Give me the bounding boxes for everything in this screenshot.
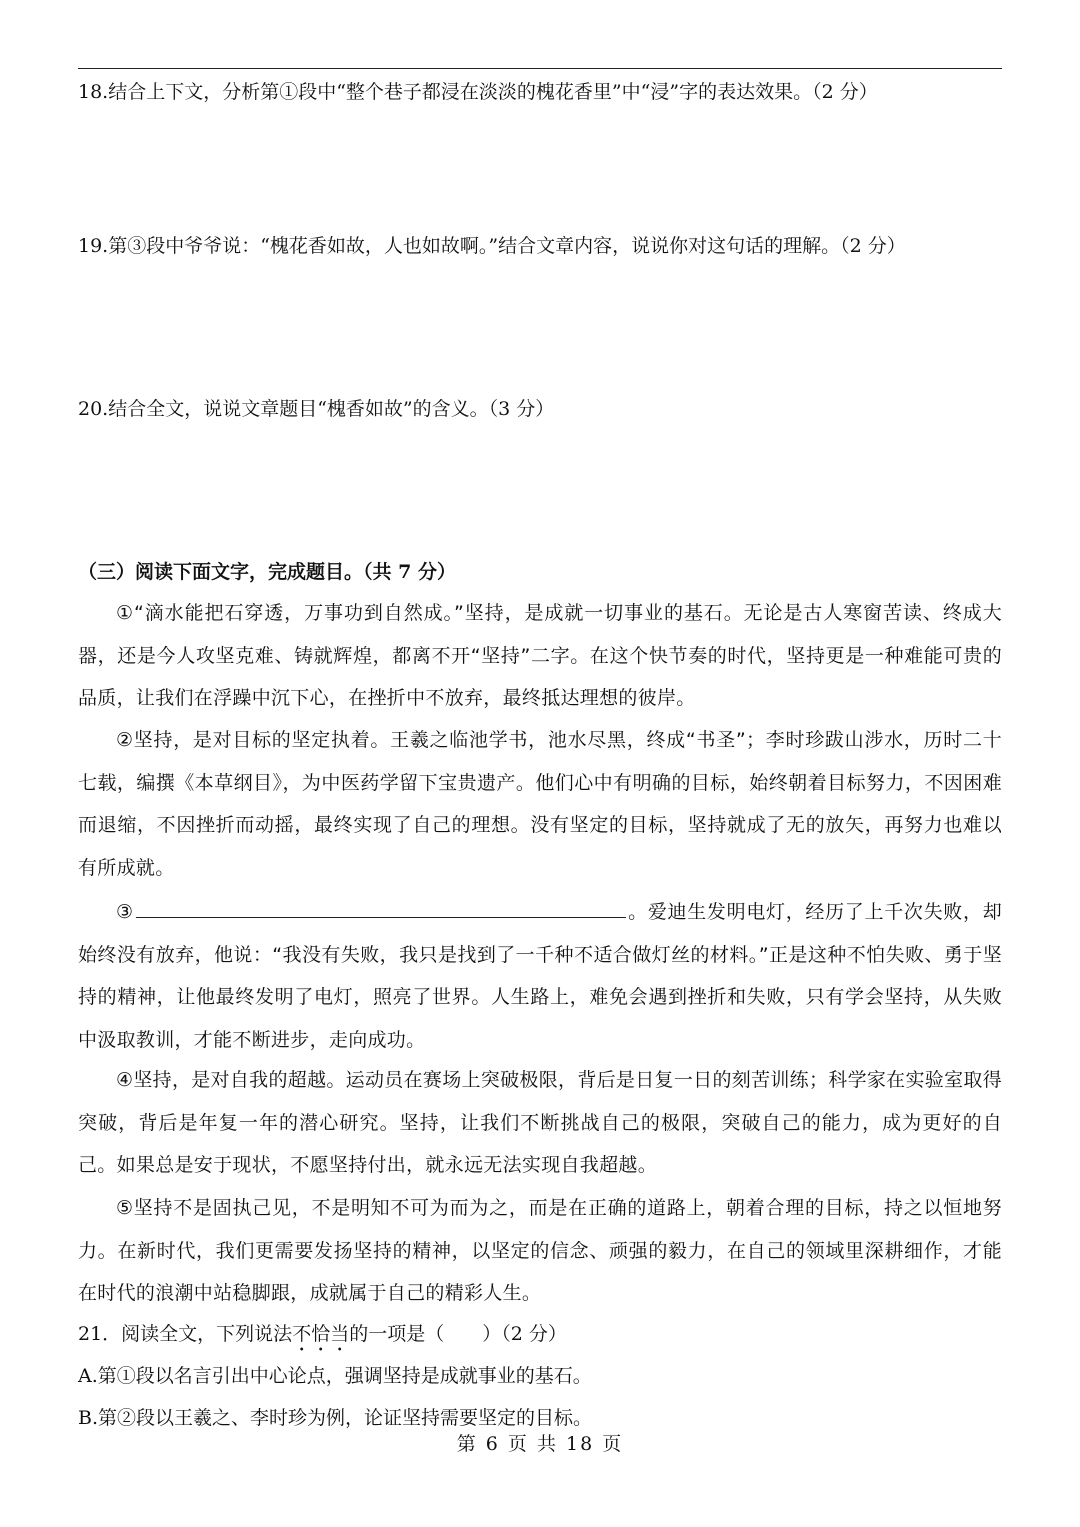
paragraph-3-number: ③: [116, 901, 134, 923]
question-21-prefix: 21．阅读全文，下列说法: [78, 1323, 293, 1345]
passage-paragraph-1: ①“滴水能把石穿透，万事功到自然成。”坚持，是成就一切事业的基石。无论是古人寒窗苦读、终成大器，还是今人攻坚克难、铸就辉煌，都离不开“坚持”二字。在这个快节奏的时代，坚持更是一种难能可贵的品质，让我们在浮躁中沉下心，在挫折中不放弃，最终抵达理想的彼岸。: [78, 602, 1002, 709]
question-21-emphasis: 不恰当: [292, 1323, 350, 1345]
question-20: 20.结合全文，说说文章题目“槐香如故”的含义。（3 分）: [78, 398, 555, 420]
question-18: 18.结合上下文，分析第①段中“整个巷子都浸在淡淡的槐花香里”中“浸”字的表达效果。（2 分）: [78, 81, 878, 103]
question-21: [78, 1321, 567, 1356]
question-19: 19.第③段中爷爷说：“槐花香如故，人也如故啊。”结合文章内容，说说你对这句话的理解。（2 分）: [78, 235, 906, 257]
top-divider: [78, 68, 1002, 69]
passage-paragraph-3: [78, 891, 1002, 1061]
passage-paragraph-2: ②坚持，是对目标的坚定执着。王羲之临池学书，池水尽黑，终成“书圣”；李时珍跋山涉水，历时二十七载，编撰《本草纲目》，为中医药学留下宝贵遗产。他们心中有明确的目标，始终朝着目标努力，不因困难而退缩，不因挫折而动摇，最终实现了自己的理想。没有坚定的目标，坚持就成了无的放矢，再努力也难以有所成就。: [78, 729, 1002, 879]
section-title: （三）阅读下面文字，完成题目。（共 7 分）: [78, 561, 456, 583]
paragraph-3-text: 。爱迪生发明电灯，经历了上千次失败，却始终没有放弃，他说：“我没有失败，我只是找到了一千种不适合做灯丝的材料。”正是这种不怕失败、勇于坚持的精神，让他最终发明了电灯，照亮了世界。人生路上，难免会遇到挫折和失败，只有学会坚持，从失败中汲取教训，才能不断进步，走向成功。: [78, 901, 1002, 1051]
passage-paragraph-5: ⑤坚持不是固执己见，不是明知不可为而为之，而是在正确的道路上，朝着合理的目标，持之以恒地努力。在新时代，我们更需要发扬坚持的精神，以坚定的信念、顽强的毅力，在自己的领域里深耕细作，才能在时代的浪潮中站稳脚跟，成就属于自己的精彩人生。: [78, 1197, 1002, 1304]
fill-in-blank[interactable]: [136, 897, 626, 918]
option-a[interactable]: A.第①段以名言引出中心论点，强调坚持是成就事业的基石。: [78, 1365, 592, 1387]
passage-paragraph-4: ④坚持，是对自我的超越。运动员在赛场上突破极限，背后是日复一日的刻苦训练；科学家在实验室取得突破，背后是年复一年的潜心研究。坚持，让我们不断挑战自己的极限，突破自己的能力，成为更好的自己。如果总是安于现状，不愿坚持付出，就永远无法实现自我超越。: [78, 1069, 1002, 1176]
option-b[interactable]: B.第②段以王羲之、李时珍为例，论证坚持需要坚定的目标。: [78, 1407, 593, 1429]
question-21-suffix: 的一项是（ ）（2 分）: [349, 1323, 567, 1345]
page-footer: 第 6 页 共 18 页: [456, 1433, 624, 1455]
